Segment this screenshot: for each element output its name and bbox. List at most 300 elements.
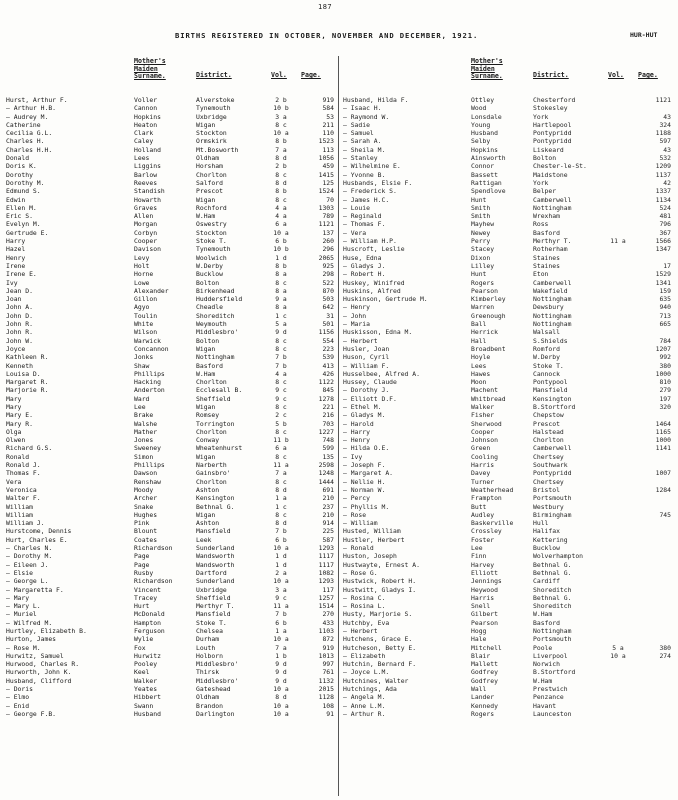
- register-entry: [343, 527, 673, 535]
- volume: 10 b: [273, 104, 289, 113]
- child-name: — Rose G.: [343, 568, 378, 577]
- child-name: Vera: [6, 477, 22, 486]
- register-entry: [6, 220, 336, 228]
- page-ref: 1007: [655, 469, 671, 478]
- register-entry: [343, 602, 673, 610]
- register-entry: [6, 610, 336, 618]
- district: W.Ham: [196, 369, 216, 378]
- page-ref: 870: [322, 286, 334, 295]
- mother-maiden-name: Levy: [134, 253, 150, 262]
- volume: 10 a: [273, 129, 289, 138]
- mother-maiden-name: Mather: [134, 427, 158, 436]
- register-entry: [6, 337, 336, 345]
- volume: 8 a: [275, 270, 287, 279]
- left-column: [6, 56, 336, 796]
- district: Cannock: [533, 369, 560, 378]
- mother-maiden-name: Hall: [471, 336, 487, 345]
- volume: 8 c: [275, 344, 287, 353]
- district: Bethnal G.: [533, 568, 572, 577]
- mother-maiden-name: Smith: [471, 212, 491, 221]
- register-entry: [6, 420, 336, 428]
- register-entry: [343, 212, 673, 220]
- district: Hartlepool: [533, 120, 572, 129]
- mother-maiden-name: Hampton: [134, 618, 161, 627]
- register-entry: [343, 171, 673, 179]
- page-ref: 1122: [318, 378, 334, 387]
- volume: 7 b: [275, 353, 287, 362]
- mother-maiden-name: Machent: [471, 386, 498, 395]
- child-name: — Dorothy M.: [6, 552, 53, 561]
- register-entry: [343, 146, 673, 154]
- mother-maiden-name: Pooley: [134, 660, 158, 669]
- mother-maiden-name: Lees: [471, 361, 487, 370]
- child-name: — George F.B.: [6, 709, 57, 718]
- child-name: Catherine: [6, 120, 41, 129]
- district: Wigan: [196, 120, 216, 129]
- mother-maiden-name: Liggins: [134, 162, 161, 171]
- volume: 2 b: [275, 96, 287, 104]
- register-entry: [6, 146, 336, 154]
- mother-maiden-name: Lees: [134, 154, 150, 163]
- district: Bolton: [196, 278, 220, 287]
- volume: 8 c: [275, 378, 287, 387]
- header-district: District.: [196, 71, 232, 79]
- register-entry: [343, 187, 673, 195]
- register-entry: [343, 594, 673, 602]
- section-code: HUR-HUT: [630, 31, 658, 39]
- register-entry: [6, 378, 336, 386]
- district: Camberwell: [533, 444, 572, 453]
- child-name: — Stanley: [343, 154, 378, 163]
- volume: 8 c: [275, 120, 287, 129]
- volume: 1 d: [275, 552, 287, 561]
- mother-maiden-name: Spendlove: [471, 187, 506, 196]
- volume: 8 c: [275, 170, 287, 179]
- child-name: — James H.C.: [343, 195, 390, 204]
- district: Bristol: [533, 485, 560, 494]
- district: Pontypridd: [533, 137, 572, 146]
- mother-maiden-name: Anderton: [134, 386, 165, 395]
- volume: 8 d: [275, 154, 287, 163]
- child-name: — Robert H.: [343, 270, 386, 279]
- page-ref: 1337: [655, 187, 671, 196]
- district: Bethnal G.: [533, 560, 572, 569]
- child-name: — Joyce L.M.: [343, 668, 390, 677]
- register-entry: [6, 395, 336, 403]
- child-name: Hustler, Herbert: [343, 535, 405, 544]
- child-name: — Reginald: [343, 212, 382, 221]
- mother-maiden-name: Barlow: [134, 170, 158, 179]
- mother-maiden-name: Lee: [471, 544, 483, 553]
- page-ref: 872: [322, 635, 334, 644]
- child-name: — Rose: [343, 510, 367, 519]
- header-maiden: Mother's Maiden Surname.: [134, 57, 166, 80]
- child-name: Huskisson, Edna M.: [343, 328, 413, 337]
- register-entry: [343, 137, 673, 145]
- page-ref: 1278: [318, 394, 334, 403]
- mother-maiden-name: Rogers: [471, 709, 495, 718]
- page-ref: 320: [659, 402, 671, 411]
- header-maiden: Mother's Maiden Surname.: [471, 57, 503, 80]
- district: Conway: [196, 436, 220, 445]
- district: Chester-le-St.: [533, 162, 587, 171]
- child-name: Hussey, Claude: [343, 378, 397, 387]
- register-entry: [6, 552, 336, 560]
- child-name: — Norman W.: [343, 485, 386, 494]
- child-name: Hurtley, Elizabeth B.: [6, 627, 87, 635]
- mother-maiden-name: Harris: [471, 461, 495, 470]
- child-name: — Maria: [343, 320, 370, 329]
- mother-maiden-name: Crossley: [471, 527, 502, 536]
- volume: 4 a: [275, 212, 287, 221]
- page-ref: 367: [659, 228, 671, 237]
- child-name: — Hilda O.E.: [343, 444, 390, 453]
- child-name: Hustwitt, Gladys I.: [343, 585, 417, 594]
- register-entry: [6, 104, 336, 112]
- child-name: Kenneth: [6, 361, 33, 370]
- mother-maiden-name: Sweeney: [134, 444, 161, 453]
- child-name: Huson, Cyril: [343, 353, 390, 362]
- page-ref: 665: [659, 320, 671, 329]
- child-name: — Vera: [343, 228, 367, 237]
- volume: 10 b: [273, 245, 289, 254]
- child-name: Evelyn M.: [6, 220, 41, 229]
- register-entry: [6, 411, 336, 419]
- district: Basford: [533, 618, 560, 627]
- district: Nottingham: [533, 295, 572, 304]
- district: York: [533, 178, 549, 187]
- mother-maiden-name: Blount: [134, 527, 158, 536]
- page-ref: 1207: [655, 344, 671, 353]
- register-entry: [343, 104, 673, 112]
- child-name: Mary: [6, 402, 22, 411]
- child-name: William: [6, 510, 33, 519]
- page-ref: 197: [659, 394, 671, 403]
- child-name: Hurwood, Charles R.: [6, 660, 80, 669]
- child-name: Eric S.: [6, 212, 33, 221]
- district: Salford: [196, 178, 223, 187]
- volume: 1 b: [275, 651, 287, 660]
- register-entry: [343, 287, 673, 295]
- child-name: Hutcheson, Betty E.: [343, 643, 417, 652]
- district: Chelsea: [196, 627, 223, 635]
- mother-maiden-name: Hopkins: [134, 112, 161, 121]
- child-name: — Eileen J.: [6, 560, 49, 569]
- volume: 2 c: [275, 411, 287, 420]
- volume: 8 b: [275, 187, 287, 196]
- page-ref: 784: [659, 336, 671, 345]
- volume: 8 c: [275, 452, 287, 461]
- register-entry: [343, 378, 673, 386]
- register-entry: [343, 121, 673, 129]
- mother-maiden-name: Smith: [471, 203, 491, 212]
- register-entry: [6, 96, 336, 104]
- register-entry: [6, 171, 336, 179]
- district: Mansfield: [533, 386, 568, 395]
- district: Romsey: [196, 411, 220, 420]
- register-entry: [6, 179, 336, 187]
- district: Pontypridd: [533, 469, 572, 478]
- child-name: Irene E.: [6, 270, 37, 279]
- mother-maiden-name: Warwick: [134, 336, 161, 345]
- district: Alverstoke: [196, 96, 235, 104]
- child-name: — Thomas F.: [343, 220, 386, 229]
- register-entry: [6, 561, 336, 569]
- child-name: Hutchings, Ada: [343, 685, 397, 694]
- page-ref: 260: [322, 237, 334, 246]
- child-name: — Yvonne B.: [343, 170, 386, 179]
- page-ref: 1341: [655, 278, 671, 287]
- child-name: — Elsie: [6, 568, 33, 577]
- child-name: Hazel: [6, 245, 26, 254]
- child-name: — George L.: [6, 577, 49, 586]
- mother-maiden-name: Holt: [134, 261, 150, 270]
- mother-maiden-name: Brake: [134, 411, 154, 420]
- register-entry: [343, 469, 673, 477]
- register-entry: [6, 370, 336, 378]
- register-entry: [6, 237, 336, 245]
- mother-maiden-name: Hacking: [134, 378, 161, 387]
- district: Kensington: [196, 494, 235, 503]
- volume: 2 a: [275, 568, 287, 577]
- district: Wigan: [196, 344, 216, 353]
- volume: 8 a: [275, 286, 287, 295]
- mother-maiden-name: Pink: [134, 519, 150, 528]
- page-ref: 703: [322, 419, 334, 428]
- mother-maiden-name: Green: [471, 444, 491, 453]
- page-ref: 1082: [318, 568, 334, 577]
- register-entry: [343, 162, 673, 170]
- mother-maiden-name: McDonald: [134, 610, 165, 619]
- register-entry: [343, 710, 673, 718]
- volume: 10 a: [273, 577, 289, 586]
- district: Kensington: [533, 394, 572, 403]
- district: Bucklow: [533, 544, 560, 553]
- mother-maiden-name: Heaton: [134, 120, 158, 129]
- volume: 9 d: [275, 660, 287, 669]
- page-ref: 1303: [318, 203, 334, 212]
- district: Leek: [196, 535, 212, 544]
- register-entry: [343, 303, 673, 311]
- register-entry: [6, 254, 336, 262]
- volume: 8 d: [275, 485, 287, 494]
- mother-maiden-name: Hoyle: [471, 353, 491, 362]
- page-ref: 53: [326, 112, 334, 121]
- volume: 8 c: [275, 427, 287, 436]
- page-ref: 1121: [655, 96, 671, 104]
- child-name: — Nellie H.: [343, 477, 386, 486]
- register-entry: [343, 96, 673, 104]
- district: Mansfield: [196, 527, 231, 536]
- register-entry: [343, 511, 673, 519]
- register-entry: [343, 461, 673, 469]
- register-entry: [343, 660, 673, 668]
- page-ref: 2065: [318, 253, 334, 262]
- register-entry: [343, 552, 673, 560]
- page-ref: 501: [322, 320, 334, 329]
- volume: 6 b: [275, 237, 287, 246]
- mother-maiden-name: Hawes: [471, 369, 491, 378]
- district: Bethnal G.: [196, 502, 235, 511]
- mother-maiden-name: Walker: [134, 676, 158, 685]
- register-entry: [6, 660, 336, 668]
- register-entry: [343, 403, 673, 411]
- child-name: — Dorothy J.: [343, 386, 390, 395]
- page-ref: 380: [659, 643, 671, 652]
- mother-maiden-name: Perry: [471, 237, 491, 246]
- register-entry: [6, 677, 336, 685]
- mother-maiden-name: Toulin: [134, 311, 158, 320]
- register-entry: [6, 494, 336, 502]
- page-ref: 237: [322, 502, 334, 511]
- mother-maiden-name: Rogers: [471, 278, 495, 287]
- register-entry: [6, 328, 336, 336]
- register-entry: [343, 436, 673, 444]
- district: Wigan: [196, 452, 216, 461]
- volume: 8 c: [275, 510, 287, 519]
- mother-maiden-name: Hunt: [471, 270, 487, 279]
- volume: 9 c: [275, 386, 287, 395]
- register-entry: [6, 527, 336, 535]
- district: Wigan: [196, 195, 216, 204]
- district: Staines: [533, 261, 560, 270]
- child-name: Hurst, Arthur F.: [6, 96, 68, 104]
- district: Prescot: [533, 419, 560, 428]
- register-entry: [6, 279, 336, 287]
- volume: 9 d: [275, 676, 287, 685]
- page-ref: 761: [322, 668, 334, 677]
- page-ref: 43: [663, 145, 671, 154]
- register-entry: [343, 561, 673, 569]
- volume: 4 a: [275, 203, 287, 212]
- page-ref: 223: [322, 344, 334, 353]
- volume: 1 c: [275, 311, 287, 320]
- mother-maiden-name: Lonsdale: [471, 112, 502, 121]
- volume: 8 a: [275, 303, 287, 312]
- register-entry: [6, 577, 336, 585]
- mother-maiden-name: Keel: [134, 668, 150, 677]
- register-entry: [343, 328, 673, 336]
- district: Stockton: [196, 129, 227, 138]
- mother-maiden-name: Blair: [471, 651, 491, 660]
- district: Chepstow: [533, 411, 564, 420]
- district: Kettering: [533, 535, 568, 544]
- child-name: — Anne L.M.: [343, 701, 386, 710]
- mother-maiden-name: Corbyn: [134, 228, 158, 237]
- child-name: — Isaac H.: [343, 104, 382, 113]
- register-entry: [343, 586, 673, 594]
- mother-maiden-name: Concannon: [134, 344, 169, 353]
- register-entry: [6, 212, 336, 220]
- district: Walsall: [533, 328, 560, 337]
- page-ref: 522: [322, 278, 334, 287]
- district: Shoreditch: [196, 311, 235, 320]
- district: Ross: [533, 220, 549, 229]
- page-ref: 70: [326, 195, 334, 204]
- district: Norwich: [533, 660, 560, 669]
- volume: 5 a: [275, 320, 287, 329]
- child-name: — Henry: [343, 436, 370, 445]
- register-entry: [343, 420, 673, 428]
- district: Bolton: [196, 336, 220, 345]
- district: Poole: [533, 643, 553, 652]
- district: Dewsbury: [533, 303, 564, 312]
- register-entry: [6, 652, 336, 660]
- register-entry: [6, 113, 336, 121]
- register-entry: [6, 187, 336, 195]
- mother-maiden-name: Connor: [471, 162, 495, 171]
- register-entry: [343, 320, 673, 328]
- child-name: William J.: [6, 519, 45, 528]
- register-entry: [6, 386, 336, 394]
- volume: 8 c: [275, 477, 287, 486]
- volume: 6 b: [275, 618, 287, 627]
- register-entry: [343, 444, 673, 452]
- column-divider: [338, 56, 339, 796]
- volume: 4 a: [275, 369, 287, 378]
- page-ref: 796: [659, 220, 671, 229]
- mother-maiden-name: Vincent: [134, 585, 161, 594]
- register-entry: [343, 652, 673, 660]
- page-ref: 789: [322, 212, 334, 221]
- mother-maiden-name: Cooper: [134, 237, 158, 246]
- page-ref: 1523: [318, 137, 334, 146]
- mother-maiden-name: Jennings: [471, 577, 502, 586]
- district: Louth: [196, 643, 216, 652]
- page-ref: 532: [659, 154, 671, 163]
- mother-maiden-name: Ball: [471, 320, 487, 329]
- right-column: [343, 56, 673, 796]
- mother-maiden-name: Gillon: [134, 295, 158, 304]
- district: Belper: [533, 187, 557, 196]
- register-entry: [343, 237, 673, 245]
- mother-maiden-name: Hopkins: [471, 145, 498, 154]
- district: W.Ham: [533, 676, 553, 685]
- volume: 3 a: [275, 112, 287, 121]
- mother-maiden-name: Cannon: [134, 104, 158, 113]
- district: Nottingham: [533, 203, 572, 212]
- mother-maiden-name: Ainsworth: [471, 154, 506, 163]
- mother-maiden-name: Lowe: [134, 278, 150, 287]
- volume: 3 a: [275, 585, 287, 594]
- register-entry: [343, 536, 673, 544]
- page-number: 187: [318, 3, 333, 11]
- register-entry: [6, 320, 336, 328]
- district: Chesterford: [533, 96, 576, 104]
- register-entry: [6, 702, 336, 710]
- mother-maiden-name: Audley: [471, 510, 495, 519]
- register-entry: [6, 461, 336, 469]
- district: Portsmouth: [533, 635, 572, 644]
- page-ref: 1117: [318, 560, 334, 569]
- page-ref: 413: [322, 361, 334, 370]
- page-ref: 1141: [655, 444, 671, 453]
- register-entry: [6, 444, 336, 452]
- child-name: Walter F.: [6, 494, 41, 503]
- volume: 9 c: [275, 394, 287, 403]
- child-name: — Samuel: [343, 129, 374, 138]
- district: Uxbridge: [196, 112, 227, 121]
- register-entry: [343, 295, 673, 303]
- district: Bethnal G.: [533, 593, 572, 602]
- register-entry: [343, 279, 673, 287]
- page-ref: 31: [326, 311, 334, 320]
- district: B.Stortford: [533, 668, 576, 677]
- page-ref: 597: [659, 137, 671, 146]
- register-entry: [343, 345, 673, 353]
- register-entry: [343, 453, 673, 461]
- child-name: — Mary L.: [6, 602, 41, 611]
